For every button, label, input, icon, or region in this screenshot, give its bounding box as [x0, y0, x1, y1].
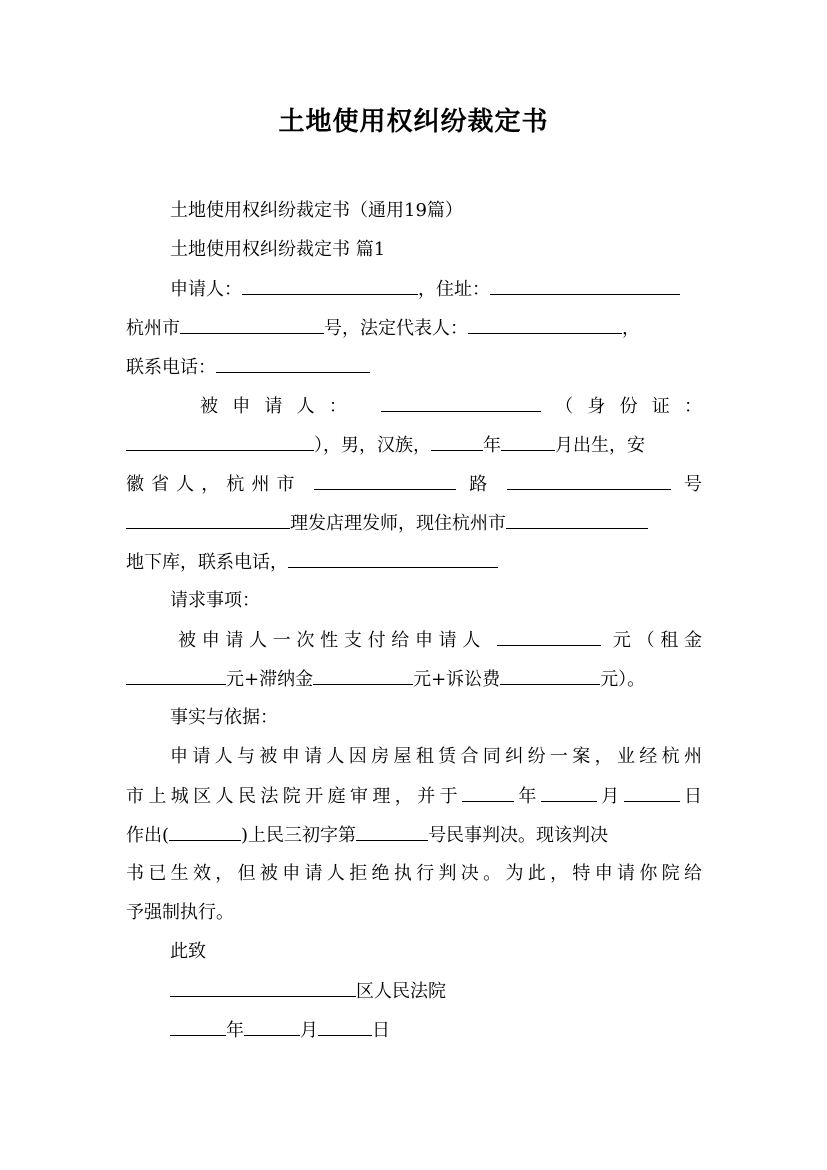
respondent-line-1 [200, 393, 702, 420]
phone-label: 联系电话： [126, 357, 216, 378]
rent-blank [126, 666, 226, 685]
late-fee-blank [313, 666, 413, 685]
garage-label: 地下库，联系电话， [126, 552, 288, 573]
rent-label: 元（租金 [612, 630, 702, 651]
claims-text: 被申请人一次性支付给申请人 [178, 630, 487, 651]
court-blank [170, 978, 356, 997]
legal-rep-blank [468, 315, 622, 334]
respondent-phone-blank [288, 549, 498, 568]
month-birth-label: 月出生，安 [555, 435, 645, 456]
shop-blank [126, 510, 290, 529]
case-code: )上民三初字第 [241, 825, 357, 846]
section-heading: 土地使用权纠纷裁定书 篇1 [170, 239, 386, 260]
sign-day-blank [318, 1017, 372, 1036]
court-line [170, 978, 702, 1005]
comma: ， [622, 318, 640, 339]
facts-line-1: 申请人与被申请人因房屋租赁合同纠纷一案，业经杭州 [170, 746, 702, 767]
origin-label: 徽省人，杭州市 [126, 474, 302, 495]
document-subtitle: 土地使用权纠纷裁定书（通用19篇） [170, 200, 463, 221]
trial-day-blank [624, 783, 680, 802]
month-label: 月 [300, 1020, 318, 1041]
month-label: 月 [596, 786, 624, 807]
birth-year-blank [431, 432, 483, 451]
document-title: 土地使用权纠纷裁定书 [278, 107, 549, 137]
facts-line-4: 书已生效，但被申请人拒绝执行判决。为此，特申请你院给 [126, 863, 702, 884]
claims-line-2 [126, 666, 702, 693]
facts-text: 市上城区人民法院开庭审理，并于 [126, 786, 462, 807]
respondent-line-3 [126, 471, 702, 498]
residence-blank [506, 510, 648, 529]
city-blank [180, 315, 324, 334]
total-amount-blank [497, 627, 601, 646]
respondent-label: 被申请人： [200, 396, 362, 417]
respondent-line-4 [126, 510, 702, 537]
salutation: 此致 [170, 941, 206, 962]
judgment-text: 号民事判决。现该判决 [428, 825, 609, 846]
day-label: 日 [679, 786, 703, 807]
day-label: 日 [372, 1020, 390, 1041]
job-label: 理发店理发师，现住杭州市 [290, 513, 506, 534]
litigation-fee-blank [500, 666, 600, 685]
facts-line-5: 予强制执行。 [126, 902, 234, 923]
judgment-open: 作出( [126, 825, 170, 846]
id-close: ），男，汉族， [314, 435, 431, 456]
phone-blank [216, 354, 370, 373]
address-blank [490, 276, 680, 295]
year-label: 年 [514, 786, 541, 807]
id-label: （身份证： [540, 396, 702, 417]
case-year-blank [169, 822, 241, 841]
litigation-fee-label: 元+诉讼费 [413, 669, 501, 690]
legal-rep-label: 号，法定代表人： [324, 318, 468, 339]
respondent-line-5 [126, 549, 702, 576]
respondent-line-2 [126, 432, 702, 459]
respondent-name-blank [381, 393, 541, 412]
city-label: 杭州市 [126, 318, 180, 339]
road-blank [314, 471, 456, 490]
facts-line-3 [126, 822, 702, 849]
address-label: ，住址： [418, 279, 490, 300]
trial-year-blank [462, 783, 514, 802]
applicant-label: 申请人： [170, 279, 242, 300]
facts-heading: 事实与依据： [170, 707, 278, 728]
street-number-blank [507, 471, 671, 490]
year-label: 年 [483, 435, 501, 456]
case-number-blank [356, 822, 428, 841]
id-number-blank [126, 432, 314, 451]
facts-line-2 [126, 783, 702, 810]
sign-month-blank [244, 1017, 300, 1036]
date-line [170, 1017, 702, 1044]
court-label: 区人民法院 [356, 981, 446, 1002]
trial-month-blank [541, 783, 597, 802]
number-label: 号 [683, 474, 702, 495]
applicant-line-3 [126, 354, 702, 381]
birth-month-blank [501, 432, 555, 451]
claims-close: 元）。 [600, 669, 646, 690]
claims-line-1 [178, 627, 702, 654]
year-label: 年 [226, 1020, 244, 1041]
applicant-name-blank [242, 276, 418, 295]
late-fee-label: 元+滞纳金 [226, 669, 314, 690]
applicant-line-1 [170, 276, 702, 303]
road-label: 路 [469, 474, 495, 495]
claims-heading: 请求事项： [170, 590, 260, 611]
applicant-line-2 [126, 315, 702, 342]
sign-year-blank [170, 1017, 226, 1036]
